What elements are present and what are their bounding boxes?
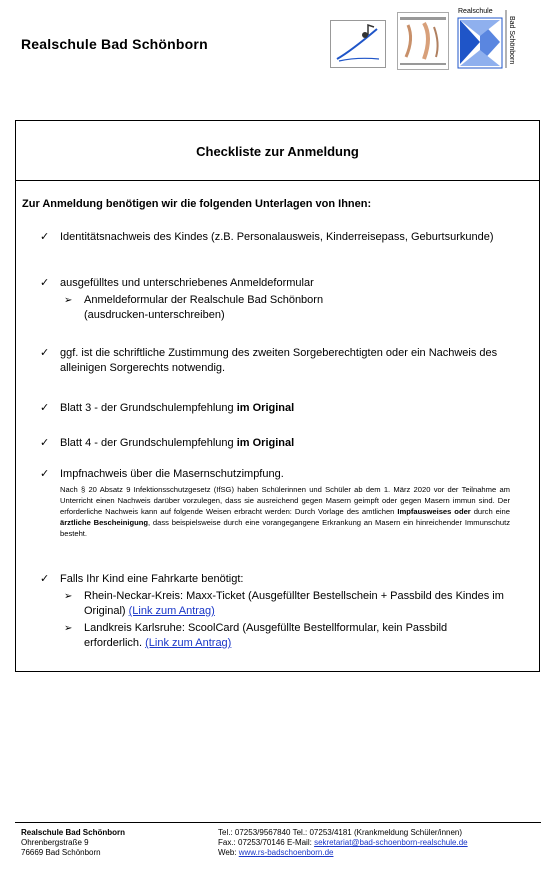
email-link[interactable]: sekretariat@bad-schoenborn-realschule.de: [314, 838, 468, 847]
logo-school-label: Realschule: [458, 8, 493, 15]
list-item-custody-consent: ✓ ggf. ist die schriftliche Zustimmung des zweiten Sorgeberechtigten oder ein Nachweis des alleinigen Sorgerechts notwendig.: [40, 347, 498, 374]
list-item-registration-form: ✓ ausgefülltes und unterschriebenes Anmeldeformular ➢ Anmeldeformular der Realschule Bad Schönborn (ausdrucken-unterschreiben): [40, 276, 510, 323]
measles-detail-text: Nach § 20 Absatz 9 Infektionsschutzgesetz (IfSG) haben Schülerinnen und Schüler ab dem 1. März 2020 vor der Teilnahme am Unterricht einen Nachweis darüber vorzulegen, dass sie ausreichend gegen Masern geimpft oder gegen Masern immun sind. Der erforderliche Nachweis kann auf folgende Weisen erbracht werden: Durch Vorlage des amtlichen Impfausweises oder durch eine ärztliche Bescheinigung, dass beispielsweise durch eine vorangegangene Erkrankung an Masern ein hinreichender Immunschutz besteht.: [60, 485, 510, 538]
website-link[interactable]: www.rs-badschoenborn.de: [238, 848, 334, 857]
checkmark-icon: ✓: [40, 468, 50, 480]
checkmark-icon: ✓: [40, 437, 50, 449]
checkmark-icon: ✓: [40, 277, 50, 289]
checkmark-icon: ✓: [40, 402, 50, 414]
school-name: Realschule Bad Schönborn: [21, 36, 208, 52]
checkmark-icon: ✓: [40, 231, 50, 243]
art-logo: [397, 12, 449, 70]
list-item-blatt-4: ✓ Blatt 4 - der Grundschulempfehlung im Original: [40, 437, 295, 449]
title-divider: [16, 180, 539, 181]
scoolcard-application-link[interactable]: (Link zum Antrag): [145, 637, 232, 649]
footer-address: Realschule Bad Schönborn Ohrenbergstraße 9 76669 Bad Schönborn: [21, 828, 126, 857]
sub-item-maxx-ticket: ➢ Rhein-Neckar-Kreis: Maxx-Ticket (Ausgefüllter Bestellschein + Passbild des Kindes im Original) (Link zum Antrag): [64, 590, 504, 617]
checkmark-icon: ✓: [40, 347, 50, 359]
list-item-measles-vaccination: ✓ Impfnachweis über die Masernschutzimpfung. Nach § 20 Absatz 9 Infektionsschutzgesetz (IfSG) haben Schülerinnen und Schüler ab dem 1. März 2020 vor der Teilnahme am Unterricht einen Nachweis darüber vorzulegen, dass sie ausreichend gegen Masern geimpft oder gegen Masern immun sind. Der erforderliche Nachweis kann auf folgende Weisen erbracht werden: Durch Vorlage des amtlichen Impfausweises oder durch eine ärztliche Bescheinigung, dass beispielsweise durch eine vorangegangene Erkrankung an Masern ein hinreichender Immunschutz besteht.: [40, 468, 510, 538]
checklist-title: Checkliste zur Anmeldung: [196, 144, 359, 159]
arrow-icon: ➢: [64, 295, 73, 306]
sub-item-form-download: ➢ Anmeldeformular der Realschule Bad Schönborn (ausdrucken-unterschreiben): [64, 294, 324, 321]
school-logo: [456, 6, 516, 70]
list-item-blatt-3: ✓ Blatt 3 - der Grundschulempfehlung im Original: [40, 402, 295, 414]
music-logo: [330, 20, 386, 68]
maxx-ticket-application-link[interactable]: (Link zum Antrag): [128, 605, 215, 617]
arrow-icon: ➢: [64, 623, 73, 634]
intro-text: Zur Anmeldung benötigen wir die folgenden Unterlagen von Ihnen:: [22, 198, 372, 210]
arrow-icon: ➢: [64, 591, 73, 602]
list-item-identity: ✓ Identitätsnachweis des Kindes (z.B. Personalausweis, Kinderreisepass, Geburtsurkunde): [40, 231, 494, 243]
sub-item-scoolcard: ➢ Landkreis Karlsruhe: ScoolCard (Ausgefüllte Bestellformular, kein Passbild erforderlich. (Link zum Antrag): [64, 622, 448, 649]
checklist-frame: [15, 120, 540, 672]
logo-side-label: Bad Schönborn: [508, 16, 515, 65]
footer-contact: Tel.: 07253/9567840 Tel.: 07253/4181 (Krankmeldung Schüler/innen) Fax.: 07253/70146 E-Mail: sekretariat@bad-schoenborn-realschule.de Web: www.rs-badschoenborn.de: [218, 828, 468, 857]
checkmark-icon: ✓: [40, 573, 50, 585]
list-item-bus-ticket: ✓ Falls Ihr Kind eine Fahrkarte benötigt: ➢ Rhein-Neckar-Kreis: Maxx-Ticket (Ausgefüllter Bestellschein + Passbild des Kindes im Original) (Link zum Antrag) ➢ Landkreis Karlsruhe: ScoolCard (Ausgefüllte Bestellformular, kein Passbild erforderlich. (Link zum Antrag): [40, 573, 504, 649]
footer-divider: [15, 822, 541, 823]
